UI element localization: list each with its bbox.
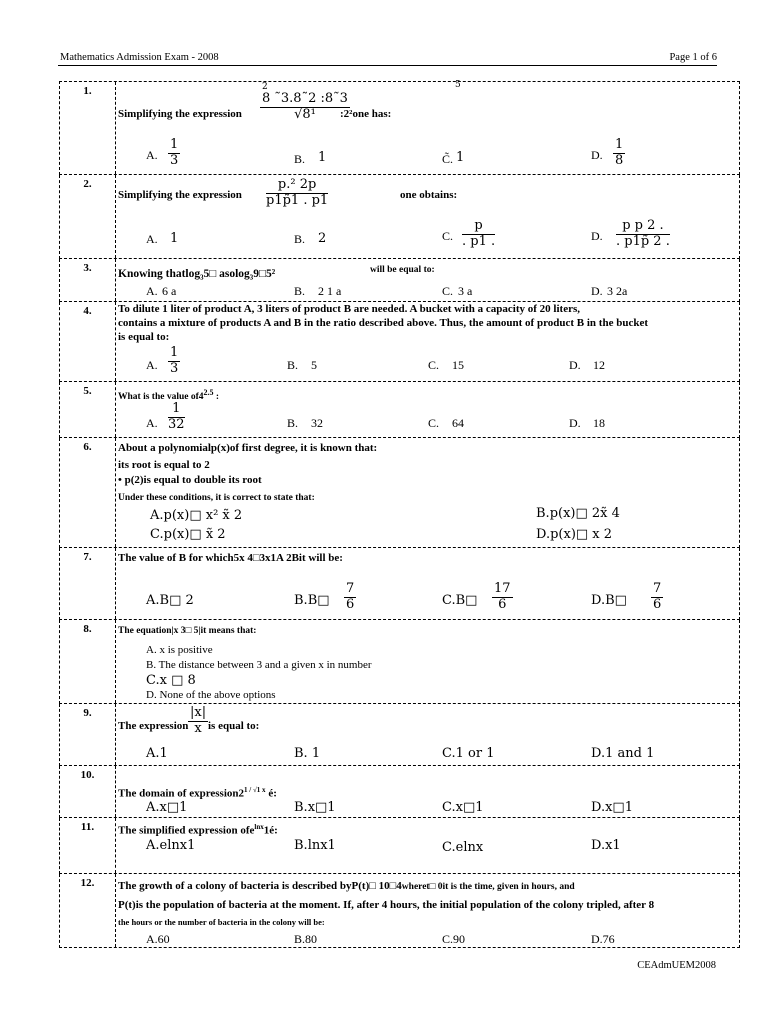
option-d-value: $\frac{\text{p p 2 .}}{. p1p̃ 2 .}$ [616, 218, 670, 249]
question-number: 6. [60, 438, 116, 547]
option-b: B.80 [294, 932, 318, 946]
question-text: Simplifying the expression [118, 189, 242, 201]
option-a-label: A. [146, 232, 158, 246]
question-row-9 [59, 704, 740, 766]
option-a-value: 1 [170, 231, 179, 246]
option-b-value: 32 [311, 416, 323, 430]
question-text: The value of B for which5x 4□3x1A 2Bit will be: [118, 552, 343, 564]
option-d: D.x□1 [591, 800, 633, 815]
option-b-value: 2 1 a [318, 284, 342, 298]
expr-sup: 2 [262, 82, 268, 92]
page-number: Page 1 of 6 [669, 52, 717, 63]
option-a: A. x is positive [146, 644, 213, 656]
option-d-label: D. [569, 358, 581, 372]
option-c-value: $\frac{p}{. p1 .}$ [462, 218, 496, 249]
expression-fraction: $\frac{\text{p.² 2p}}{p1p̃1 . p1}$ [266, 177, 329, 208]
option-c: C.B□ [442, 593, 478, 608]
option-c: C.x□1 [442, 800, 484, 815]
option-b-label: B. [294, 284, 306, 298]
question-row-7 [59, 548, 740, 620]
option-b-fraction: $\frac{7}{6}$ [346, 581, 355, 612]
option-a: A.B□ 2 [146, 593, 194, 608]
option-c-value: 1 [456, 150, 465, 165]
option-c: C.1 or 1 [442, 746, 495, 761]
option-b-label: B. [287, 416, 299, 430]
option-d: D.p(x)□ x 2 [536, 527, 613, 542]
question-number: 4. [60, 302, 116, 381]
question-line-4: Under these conditions, it is correct to state that: [118, 493, 315, 503]
option-a-label: A. [146, 416, 158, 430]
question-line-3: is equal to: [118, 331, 170, 343]
question-line-1: The growth of a colony of bacteria is described byP(t)□ 10□4wheret□ 0it is the time, given in hours, and [118, 880, 575, 892]
question-line-1: About a polynomialp(x)of first degree, it is known that: [118, 442, 378, 454]
question-number: 11. [60, 818, 116, 873]
option-d-fraction: $\frac{7}{6}$ [653, 581, 662, 612]
option-a: A.elnx1 [146, 838, 196, 853]
option-b: B.p(x)□ 2x̃ 4 [536, 506, 620, 521]
question-text: The equation|x 3□ 5|it means that: [118, 626, 257, 636]
question-number: 5. [60, 382, 116, 437]
question-number: 10. [60, 766, 116, 817]
option-b-value: 5 [311, 358, 317, 372]
question-number: 7. [60, 548, 116, 619]
option-b-value: 1 [318, 150, 327, 165]
option-a-value: $\frac{1}{3}$ [170, 137, 179, 168]
option-c: C.90 [442, 932, 466, 946]
question-line-1: To dilute 1 liter of product A, 3 liters of product B are needed. A bucket with a capacity of 20 liters, [118, 303, 580, 315]
question-row-8 [59, 620, 740, 704]
option-d-value: $\frac{1}{8}$ [615, 137, 624, 168]
option-a-label: A. [146, 148, 158, 162]
question-row-6 [59, 438, 740, 548]
option-c: C.elnx [442, 840, 484, 855]
option-c-value: 15 [452, 358, 464, 372]
option-b: B.lnx1 [294, 838, 336, 853]
option-c-label: C. [442, 284, 454, 298]
question-line-2: its root is equal to 2 [118, 459, 210, 471]
option-d: D.1 and 1 [591, 746, 655, 761]
option-b-label: B. [294, 232, 306, 246]
option-a: A.x□1 [146, 800, 188, 815]
expression-fraction: $\frac{8 ˜3.8˜2 :8˜3}{\text{√8¹}}$ [262, 91, 348, 122]
question-text: The simplified expression ofe$^{lnx}$1é: [118, 823, 278, 837]
option-b: B. The distance between 3 and a given x in number [146, 659, 372, 671]
option-d-value: 3 2a [607, 284, 628, 298]
question-text: Knowing thatlog₃5□ asolog₃9□5² [118, 268, 276, 280]
option-c-label: C. [428, 358, 440, 372]
question-tail: will be equal to: [370, 265, 435, 275]
expression-fraction: $\frac{|x|}{x}$ [190, 705, 207, 736]
option-d: D.76 [591, 932, 615, 946]
option-c-label: C. [428, 416, 440, 430]
option-b: B.x□1 [294, 800, 336, 815]
question-number: 1. [60, 82, 116, 174]
expr-tail: :2²one has: [340, 108, 392, 120]
question-number: 12. [60, 874, 116, 947]
question-row-12 [59, 874, 740, 948]
option-d-label: D. [591, 148, 603, 162]
option-a-value: $\frac{1}{3}$ [170, 345, 179, 376]
option-d-value: 12 [593, 358, 605, 372]
tail-sup: 5 [455, 80, 461, 90]
question-text: What is the value $of4^{2.5}$ : [118, 388, 220, 403]
option-d: D.B□ [591, 593, 627, 608]
option-d-label: D. [591, 229, 603, 243]
option-c-label: C. [442, 229, 454, 243]
header-divider [58, 65, 717, 66]
option-c-value: 64 [452, 416, 464, 430]
question-line-2: P(t)is the population of bacteria at the moment. If, after 4 hours, the initial population of the colony tripled, after 8 [118, 899, 655, 911]
option-b-label: B. [294, 152, 306, 166]
question-row-3 [59, 259, 740, 302]
question-number: 2. [60, 175, 116, 258]
option-a: A.60 [146, 932, 170, 946]
option-c-fraction: $\frac{17}{6}$ [494, 581, 511, 612]
question-row-10 [59, 766, 740, 818]
option-b: B.B□ [294, 593, 330, 608]
question-row-11 [59, 818, 740, 874]
question-number: 8. [60, 620, 116, 703]
question-text: Simplifying the expression [118, 108, 242, 120]
document-code: CEAdmUEM2008 [637, 960, 716, 971]
header-title: Mathematics Admission Exam - 2008 [60, 52, 219, 63]
option-d-label: D. [569, 416, 581, 430]
question-text: The expression [118, 720, 189, 732]
question-row-4 [59, 302, 740, 382]
option-b-label: B. [287, 358, 299, 372]
question-row-1 [59, 81, 740, 175]
option-c: C.x □ 8 [146, 673, 196, 688]
question-row-2 [59, 175, 740, 259]
question-text: The domain of $expression2^{1 / √1 x}$ é: [118, 786, 277, 800]
option-d-label: D. [591, 284, 603, 298]
question-tail: is equal to: [208, 720, 260, 732]
question-line-3: the hours or the number of bacteria in the colony will be: [118, 917, 325, 927]
option-a-value: 6 a [162, 284, 177, 298]
option-b: B. 1 [294, 746, 321, 761]
option-a: A.p(x)□ x² x̃ 2 [150, 508, 243, 523]
question-line-2: contains a mixture of products A and B in the ratio described above. Thus, the amount of product B in the bucket [118, 317, 648, 329]
option-a-label: A. [146, 358, 158, 372]
option-b-value: 2 [318, 231, 327, 246]
option-c: C.p(x)□ x̃ 2 [150, 527, 226, 542]
option-a-value: $\frac{1}{32}$ [168, 401, 185, 432]
option-a: A.1 [146, 746, 168, 761]
option-c-value: 3 a [458, 284, 473, 298]
question-number: 3. [60, 259, 116, 301]
option-d: D. None of the above options [146, 689, 276, 701]
question-line-3: • p(2)is equal to double its root [118, 474, 262, 486]
question-number: 9. [60, 704, 116, 765]
option-a-label: A. [146, 284, 158, 298]
option-d: D.x1 [591, 838, 621, 853]
option-c-label: C̃. [442, 152, 454, 166]
expr-tail: one obtains: [400, 189, 458, 201]
option-d-value: 18 [593, 416, 605, 430]
question-row-5 [59, 382, 740, 438]
